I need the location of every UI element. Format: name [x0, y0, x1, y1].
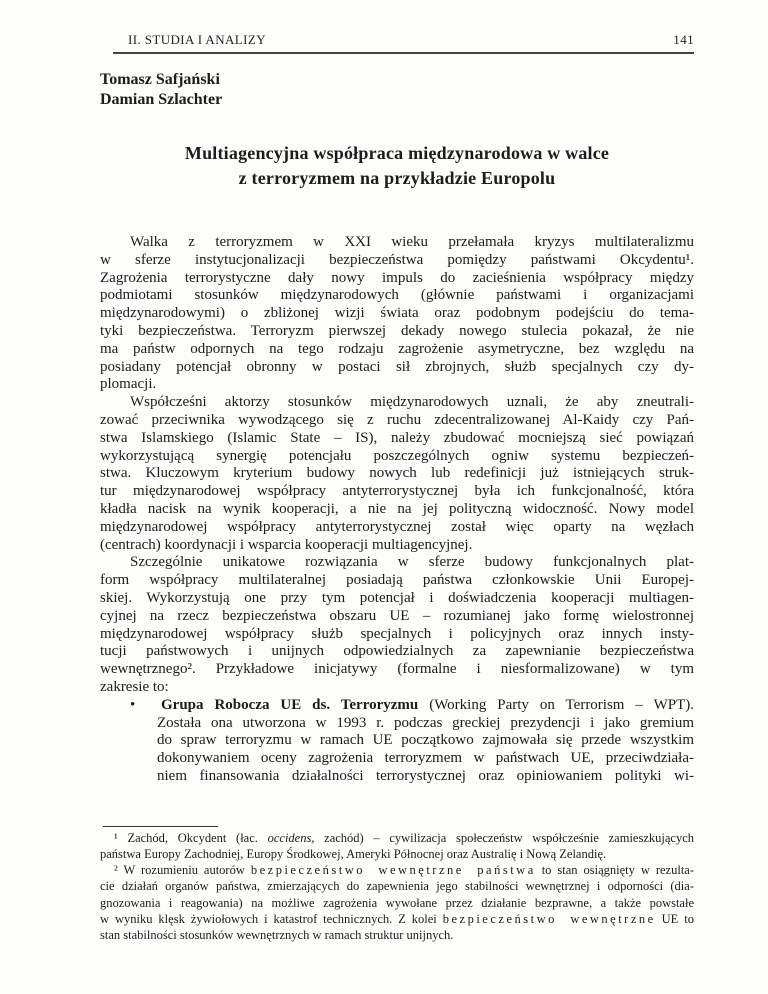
text-line: stwa Islamskiego (Islamic State – IS), należy zbudować mocniejszą sieć powiązań	[100, 429, 694, 446]
bullet-item	[100, 697, 694, 786]
footnote-line: stan stabilności stosunków wewnętrznych w ramach struktur unijnych.	[100, 927, 454, 942]
article-title	[100, 141, 694, 191]
spaced-term: bezpieczeństwo wewnętrzne państwa	[250, 863, 536, 878]
text-line: do spraw terroryzmu w ramach UE początkowo zajmowała się przede wszystkim	[157, 732, 694, 749]
author-name-2: Damian Szlachter	[100, 91, 223, 108]
page-number: 141	[673, 32, 694, 47]
text-line: (centrach) koordynacji i wsparcia kooperacji multiagencyjnej.	[100, 536, 473, 553]
text-line: ma państw odpornych na tego rodzaju zagrożenie asymetryczne, bez względu na	[100, 340, 694, 357]
footnote-line	[100, 911, 694, 927]
bullet-icon: •	[130, 696, 136, 713]
latin-term-italic: occidens	[267, 830, 312, 845]
text-line: tucji państwowych i unijnych odpowiedzialnych za zapewnianie bezpieczeństwa	[100, 643, 694, 660]
section-label: II. STUDIA I ANALIZY	[128, 32, 266, 47]
text-line: Szczególnie unikatowe rozwiązania w sferze budowy funkcjonalnych plat-	[130, 554, 694, 571]
title-line-2: z terroryzmem na przykładzie Europolu	[238, 168, 556, 188]
authors-block	[100, 70, 694, 110]
text-line: międzynarodowej współpracy służb specjalnych i policyjnych oraz innych insty-	[100, 625, 694, 642]
text-line: posiadany potencjał obronny w postaci sił zbrojnych, służb specjalnych czy dy-	[100, 358, 694, 375]
text-line: podmiotami stosunków międzynarodowych (głównie państwami i organizacjami	[100, 287, 694, 304]
footnote-line	[100, 862, 694, 878]
footnote-line: gnozowania i reagowania) na możliwe zagrożenia wywołane przez działanie bezprawne, a także powstałe	[100, 895, 694, 910]
text-line: międzynarodowej współpracy antyterrorystycznej został więc oparty na węzłach	[100, 518, 694, 535]
text-line: Została ona utworzona w 1993 r. podczas greckiej prezydencji i jako gremium	[157, 714, 694, 731]
footnote-text: UE to	[655, 911, 694, 926]
text-line: stwa. Kluczowym kryterium budowy nowych lub redefinicji już istniejących struk-	[100, 465, 694, 482]
text-line: wewnętrznego². Przykładowe inicjatywy (formalne i niesformalizowane) w tym	[100, 661, 694, 678]
footnote-1	[100, 830, 694, 862]
title-line-1: Multiagencyjna współpraca międzynarodowa w walce	[184, 143, 610, 163]
text-line: Zagrożenia terrorystyczne dały nowy impuls do zacieśnienia współpracy między	[100, 269, 694, 286]
footnote-text: ¹ Zachód, Okcydent (łac.	[114, 830, 268, 845]
footnotes-section	[100, 826, 694, 943]
footnote-text: , zachód) – cywilizacja społeczeństw współcześnie zamieszkujących	[311, 830, 694, 845]
running-header	[113, 32, 694, 54]
document-page	[100, 32, 694, 943]
text-line: zować przeciwnika wywodzącego się z ruchu zdecentralizowanej Al-Kaidy czy Pań-	[100, 411, 694, 428]
footnote-2	[100, 862, 694, 943]
footnote-line: państwa Europy Zachodniej, Europy Środkowej, Ameryki Północnej oraz Australię i Nową Zelandię.	[100, 846, 607, 861]
text-line: wykorzystującą synergię potencjału poszczególnych ogniw systemu bezpieczeń-	[100, 447, 694, 464]
text-line: w sferze instytucjonalizacji bezpieczeństwa pomiędzy państwami Okcydentu¹.	[100, 251, 694, 268]
footnote-text: ² W rozumieniu autorów	[114, 863, 251, 878]
paragraph-3	[100, 554, 694, 696]
text-line: kładła nacisk na wynik kooperacji, a nie na jej polityczną widoczność. Nowy model	[100, 500, 694, 517]
text-line: plomacji.	[100, 376, 157, 393]
text-line	[157, 697, 694, 715]
text-line: dokonywaniem oceny zagrożenia terroryzmem w państwach UE, przeciwdziała-	[157, 750, 694, 767]
paragraph-1	[100, 234, 694, 394]
text-line: cyjnej na rzecz bezpieczeństwa obszaru UE – rozumianej jako formę wielostronnej	[100, 607, 694, 624]
text-line: Walka z terroryzmem w XXI wieku przełamała kryzys multilateralizmu	[130, 234, 694, 250]
text-line: międzynarodowymi) o zbliżonej wizji świata oraz podobnym podejściu do tema-	[100, 305, 694, 322]
text-line: tyki bezpieczeństwa. Terroryzm pierwszej dekady nowego stulecia pokazał, że nie	[100, 322, 694, 339]
footnote-text: w wyniku klęsk żywiołowych i katastrof technicznych. Z kolei	[100, 911, 443, 926]
text-line: skiej. Wykorzystują one przy tym potencjał i doświadczenia kooperacji multiagen-	[100, 589, 694, 606]
paragraph-2	[100, 394, 694, 554]
footnote-text: to stan osiągnięty w rezulta-	[535, 863, 695, 878]
text-line: niem finansowania działalności terrorystycznej oraz opiniowaniem polityki wi-	[157, 767, 694, 784]
author-name-1: Tomasz Safjański	[100, 71, 220, 88]
bullet-text	[157, 697, 694, 786]
bullet-term-bold: Grupa Robocza UE ds. Terroryzmu	[161, 696, 419, 713]
text-line: form współpracy multilateralnej posiadają państwa członkowskie Unii Europej-	[100, 572, 694, 589]
footnote-separator	[103, 826, 218, 827]
footnote-line	[100, 830, 694, 846]
footnote-line: cie działań organów państwa, zmierzających do zapewnienia jego stabilności wewnętrznej i odporności (dia-	[100, 879, 694, 894]
text-line: zakresie to:	[100, 678, 169, 695]
bullet-term-rest: (Working Party on Terrorism – WPT).	[418, 696, 695, 713]
spaced-term: bezpieczeństwo wewnętrzne	[442, 911, 656, 926]
text-line: tur międzynarodowej współpracy antyterrorystycznej była ich funkcjonalność, która	[100, 483, 694, 500]
text-line: Współcześni aktorzy stosunków międzynarodowych uznali, że aby zneutrali-	[130, 394, 694, 411]
